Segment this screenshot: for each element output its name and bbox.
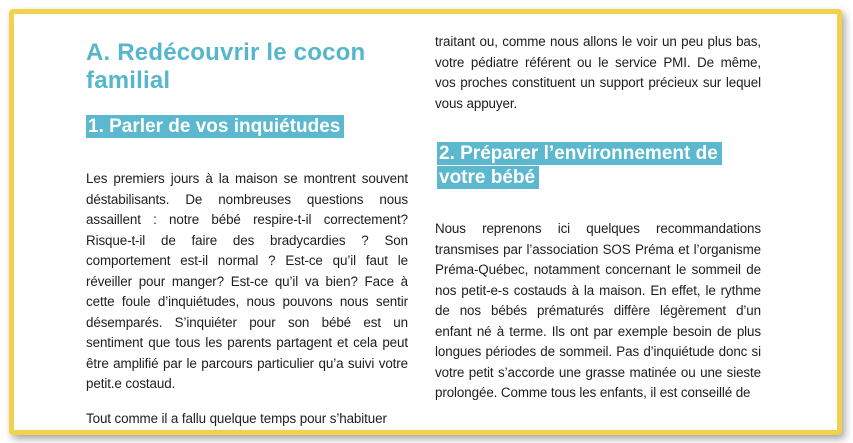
paragraph-partial: Tout comme il a fallu quelque temps pour s’habituer <box>86 411 387 426</box>
subheading-1-text: 1. Parler de vos inquiétudes <box>86 115 344 138</box>
subheading-parler-inquietudes <box>86 115 406 139</box>
document-frame <box>9 9 842 435</box>
paragraph-inquietudes: Les premiers jours à la maison se montrent souvent déstabilisants. De nombreuses questions nous assaillent : notre bébé respire-t-il correctement? Risque-t-il de faire des bradycardies ? Son comportement est-il normal ? Est-ce qu’il faut le réveiller pour manger? Est-ce qu’il va bien? Face à cette foule d’inquiétudes, nous pouvons nous sentir désemparés. S’inquiéter pour son bébé est un sentiment que tous les parents partagent et cela peut être amplifié par le parcours particulier qu’a suivi votre petit.e costaud. <box>86 171 408 391</box>
subheading-2-text: 2. Préparer l’environnement de votre bébé <box>437 142 722 189</box>
section-title: A. Redécouvrir le cocon familial <box>86 39 366 94</box>
paragraph-continuation: traitant ou, comme nous allons le voir un peu plus bas, votre pédiatre référent ou le service PMI. De même, vos proches constituent un support précieux sur lequel vous appuyer. <box>435 34 761 111</box>
paragraph-recommandations: Nous reprenons ici quelques recommandations transmises par l’association SOS Préma et l’organisme Préma-Québec, notamment concernant le sommeil de nos petit-e-s costauds à la maison. En effet, le rythme de nos bébés prématurés diffère légèrement d’un enfant né à terme. Ils ont par exemple besoin de plus longues périodes de sommeil. Pas d’inquiétude donc si votre petit s’accorde une grasse matinée ou une sieste prolongée. Comme tous les enfants, il est conseillé de <box>435 221 761 400</box>
subheading-preparer-environnement <box>437 142 737 190</box>
